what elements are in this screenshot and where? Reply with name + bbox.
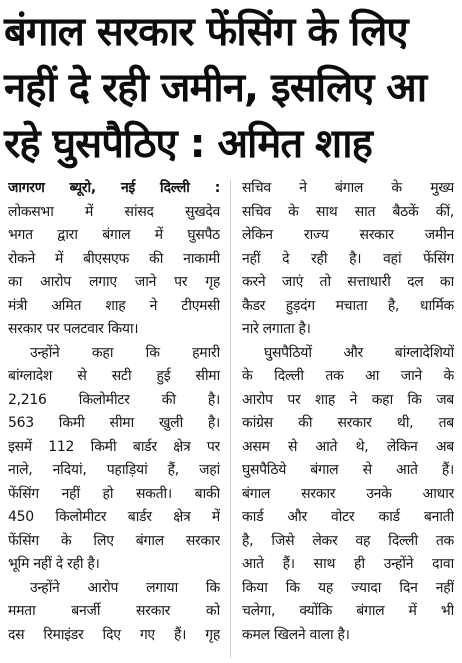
body-line: करने जाएं तो सत्ताधारी दल का bbox=[242, 274, 454, 290]
body-line: कैडर हुड़दंग मचाता है, धार्मिक bbox=[242, 297, 454, 314]
body-line: सचिव के साथ सात बैठकें कीं, bbox=[242, 203, 454, 220]
body-line: 563 किमी सीमा खुली है। bbox=[8, 415, 220, 431]
body-line: चलेगा, क्योंकि बंगाल में भी bbox=[242, 603, 454, 619]
article-column-right bbox=[242, 177, 454, 647]
headline-line: बंगाल सरकार फेंसिंग के लिए bbox=[4, 9, 408, 55]
body-line: रोकने में बीएसएफ की नाकामी bbox=[8, 250, 220, 267]
body-line: कांग्रेस की सरकार थी, तब bbox=[242, 415, 454, 431]
body-line: कमल खिलने वाला है। bbox=[242, 626, 350, 643]
body-line: घुसपैठियों और बांग्लादेशियों bbox=[264, 344, 454, 361]
body-line: लोकसभा में सांसद सुखदेव bbox=[8, 203, 220, 220]
column-divider bbox=[230, 180, 231, 658]
body-line: आते हैं। साथ ही उन्होंने दावा bbox=[242, 556, 454, 572]
body-line: दस रिमाइंडर दिए गए हैं। गृह bbox=[8, 626, 220, 643]
body-line: घुसपैठिये बंगाल से आते हैं। bbox=[242, 462, 454, 478]
body-line: के दिल्ली तक आ जाने के bbox=[242, 368, 454, 384]
body-line: आरोप पर शाह ने कहा कि जब bbox=[242, 391, 454, 408]
body-line: लेकिन राज्य सरकार जमीन bbox=[242, 227, 454, 243]
body-line: कार्ड और वोटर कार्ड बनाती bbox=[242, 509, 454, 525]
headline-line: रहे घुसपैठिए : अमित शाह bbox=[4, 121, 372, 167]
body-line: भूमि नहीं दे रही है। bbox=[8, 556, 100, 572]
body-line: असम से आते थे, लेकिन अब bbox=[242, 438, 454, 455]
body-line: का आरोप लगाए जाने पर गृह bbox=[8, 274, 220, 290]
dateline: जागरण ब्यूरो, नई दिल्ली : bbox=[8, 180, 220, 196]
body-line: उन्होंने कहा कि हमारी bbox=[30, 344, 220, 361]
body-line: बांग्लादेश से सटी हुई सीमा bbox=[8, 368, 220, 384]
body-line: किया कि यह ज्यादा दिन नहीं bbox=[242, 579, 454, 596]
body-line: नारे लगाता है। bbox=[242, 321, 311, 337]
body-line: 450 किलोमीटर बार्डर क्षेत्र में bbox=[8, 509, 220, 525]
body-line: मंत्री अमित शाह ने टीएमसी bbox=[8, 297, 220, 314]
body-line: नहीं दे रही है। वहां फेंसिंग bbox=[242, 250, 454, 267]
headline-line: नहीं दे रही जमीन, इसलिए आ bbox=[4, 65, 427, 111]
headline bbox=[4, 4, 458, 172]
body-line: ममता बनर्जी सरकार को bbox=[8, 603, 220, 619]
article-column-left bbox=[8, 177, 220, 647]
body-line: 2,216 किलोमीटर की है। bbox=[8, 391, 220, 408]
body-line: सरकार पर पलटवार किया। bbox=[8, 321, 139, 337]
body-line: इसमें 112 किमी बार्डर क्षेत्र पर bbox=[8, 438, 220, 455]
body-line: फेंसिंग के लिए बंगाल सरकार bbox=[8, 532, 220, 549]
body-line: है, जिसे लेकर वह दिल्ली तक bbox=[242, 532, 454, 549]
body-line: फेंसिंग नहीं हो सकती। बाकी bbox=[8, 485, 220, 502]
body-line: नाले, नदियां, पहाड़ियां हैं, जहां bbox=[8, 462, 220, 478]
body-line: सचिव ने बंगाल के मुख्य bbox=[242, 180, 454, 196]
body-line: भगत द्वारा बंगाल में घुसपैठ bbox=[8, 227, 220, 243]
body-line: उन्होंने आरोप लगाया कि bbox=[30, 579, 220, 596]
body-line: बंगाल सरकार उनके आधार bbox=[242, 485, 454, 502]
